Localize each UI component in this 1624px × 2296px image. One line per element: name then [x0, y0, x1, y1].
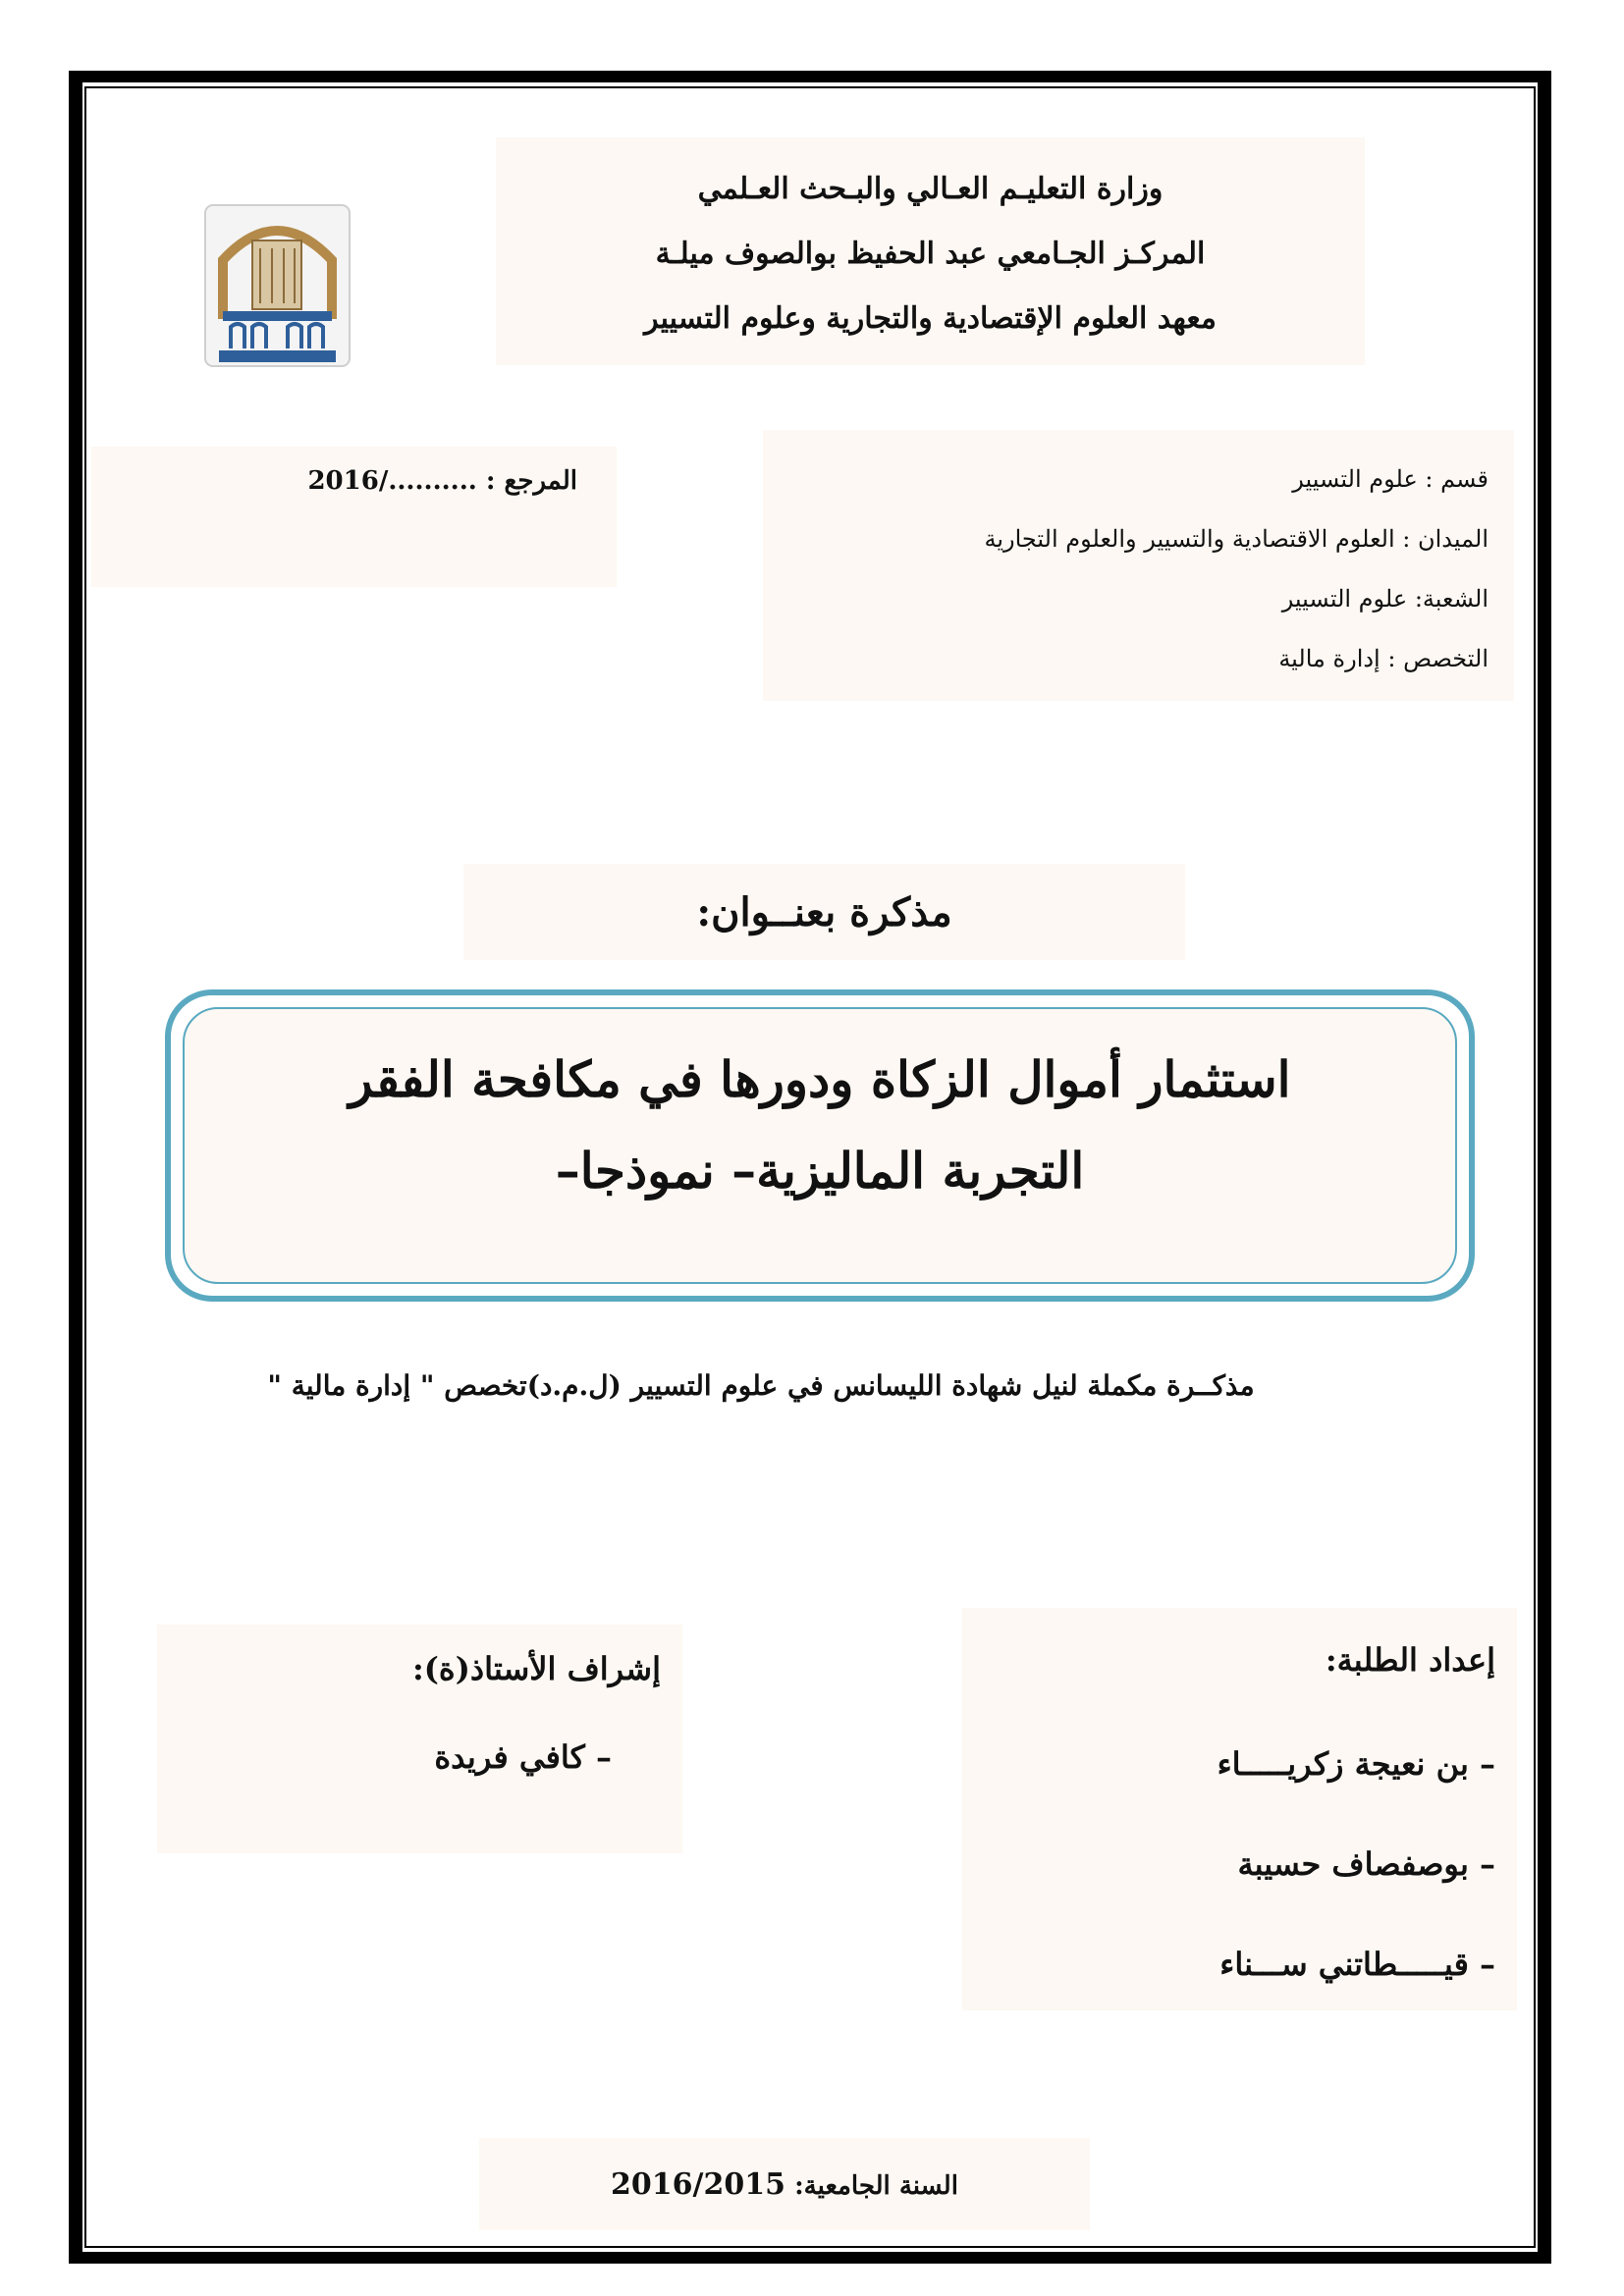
- degree-subtitle: مذكــرة مكملة لنيل شهادة الليسانس في علوم التسيير (ل.م.د)تخصص " إدارة مالية ": [267, 1369, 1255, 1402]
- student-name: – بن نعيجة زكريـــــاء: [1217, 1745, 1495, 1783]
- reference-label: المرجع :: [485, 466, 577, 496]
- reference-box: [91, 447, 617, 587]
- title-box: [183, 1007, 1457, 1284]
- title-line-1: استثمار أموال الزكاة ودورها في مكافحة الفقر: [349, 1050, 1291, 1108]
- title-frame: [165, 989, 1475, 1302]
- memo-heading: مذكرة بعنــوان:: [696, 888, 952, 935]
- reference-line: [91, 466, 577, 496]
- supervisor-name: – كافي فريدة: [434, 1738, 612, 1776]
- reference-value: ........../2016: [307, 466, 477, 496]
- student-name: – بوصفصاف حسيبة: [1237, 1845, 1495, 1883]
- institution-header: [496, 137, 1365, 365]
- students-box: [962, 1608, 1517, 2010]
- university-logo: [201, 201, 353, 370]
- memo-heading-box: [463, 864, 1185, 960]
- department-line: قسم : علوم التسيير: [1292, 465, 1489, 493]
- students-heading: إعداد الطلبة:: [1325, 1641, 1495, 1679]
- ministry-name: وزارة التعليـم العـالي والبـحث العـلمي: [697, 172, 1164, 206]
- field-line: الميدان : العلوم الاقتصادية والتسيير والعلوم التجارية: [984, 525, 1489, 553]
- student-name: – قيـــــطاتني ســـناء: [1219, 1946, 1495, 1983]
- academic-year-label: السنة الجامعية:: [794, 2170, 958, 2201]
- academic-year-value: 2016/2015: [611, 2166, 785, 2202]
- center-name: المركـز الجـامعي عبد الحفيظ بوالصوف ميلـة: [655, 237, 1206, 271]
- academic-year-line: [611, 2167, 958, 2202]
- academic-year-box: [479, 2138, 1090, 2230]
- supervisor-heading: إشراف الأستاذ(ة):: [411, 1650, 661, 1687]
- title-line-2: التجربة الماليزية– نموذجا–: [555, 1142, 1085, 1200]
- program-info: [763, 430, 1514, 701]
- university-logo-icon: [201, 201, 353, 370]
- institute-name: معهد العلوم الإقتصادية والتجارية وعلوم التسيير: [644, 301, 1217, 336]
- specialty-line: التخصص : إدارة مالية: [1278, 645, 1489, 672]
- supervisor-box: [157, 1625, 682, 1853]
- branch-line: الشعبة: علوم التسيير: [1281, 585, 1489, 613]
